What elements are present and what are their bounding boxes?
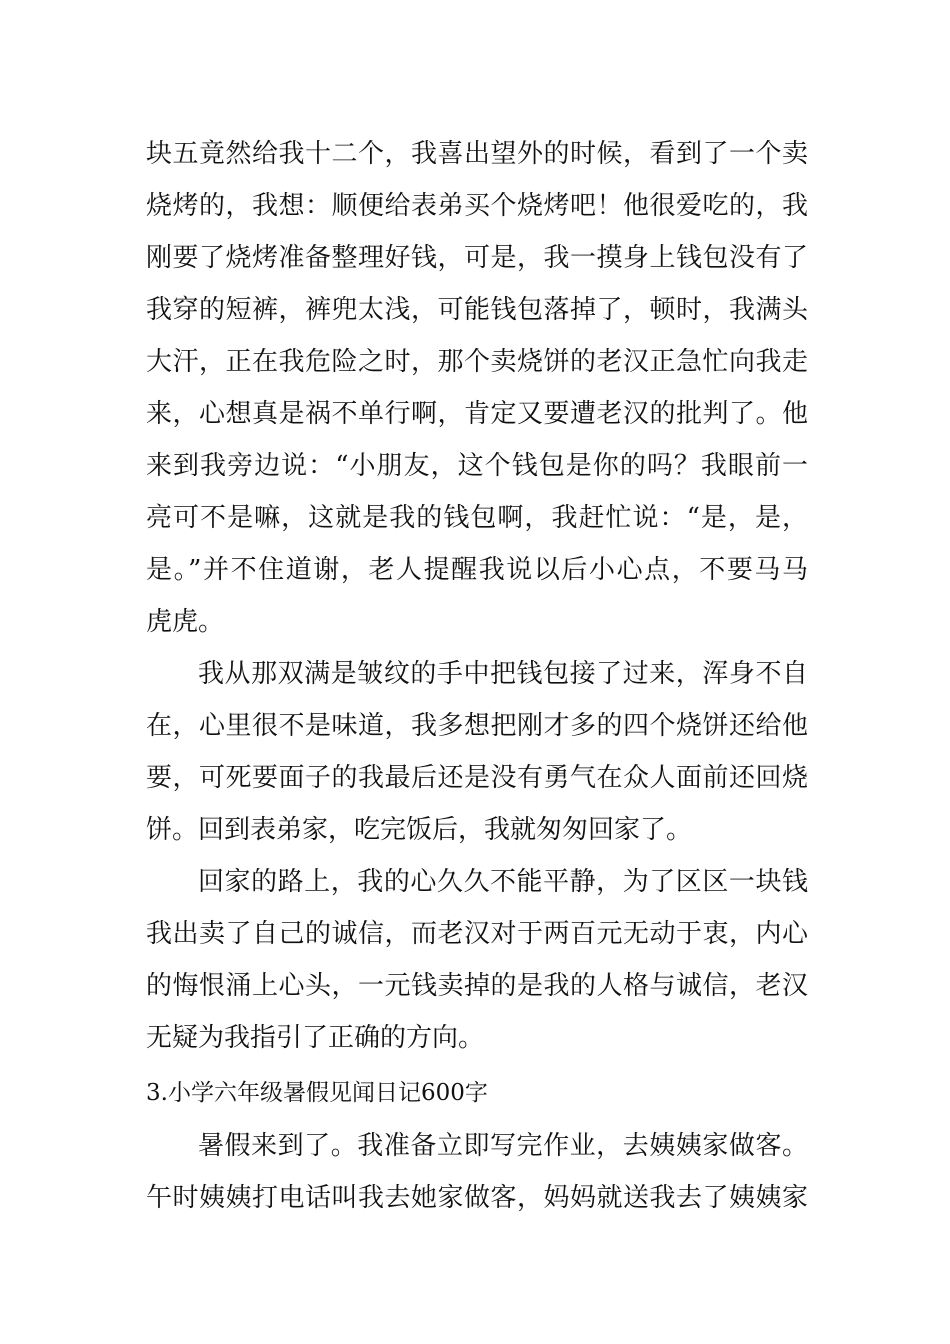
- text-line: 我出卖了自己的诚信，而老汉对于两百元无动于衷，内心: [146, 919, 808, 949]
- text-line: 刚要了烧烤准备整理好钱，可是，我一摸身上钱包没有了: [146, 243, 808, 273]
- section-heading: 3.小学六年级暑假见闻日记600字: [146, 1080, 488, 1106]
- text-line: 无疑为我指引了正确的方向。: [146, 1023, 485, 1053]
- text-line: 亮可不是嘛，这就是我的钱包啊，我赶忙说：“是，是，: [146, 503, 808, 533]
- text-line: 块五竟然给我十二个，我喜出望外的时候，看到了一个卖: [146, 139, 808, 169]
- text-line: 回家的路上，我的心久久不能平静，为了区区一块钱: [198, 867, 808, 897]
- text-line: 我从那双满是皱纹的手中把钱包接了过来，浑身不自: [198, 659, 808, 689]
- text-line: 在，心里很不是味道，我多想把刚才多的四个烧饼还给他: [146, 711, 808, 741]
- paragraph-story-wallet: [146, 128, 808, 1064]
- paragraph-summer-diary: [146, 1120, 808, 1224]
- text-line: 烧烤的，我想：顺便给表弟买个烧烤吧！他很爱吃的，我: [146, 191, 808, 221]
- text-line: 是。”并不住道谢，老人提醒我说以后小心点，不要马马: [146, 555, 808, 585]
- text-line: 虎虎。: [146, 607, 225, 637]
- text-line: 饼。回到表弟家，吃完饭后，我就匆匆回家了。: [146, 815, 693, 845]
- text-line: 大汗，正在我危险之时，那个卖烧饼的老汉正急忙向我走: [146, 347, 808, 377]
- text-line: 我穿的短裤，裤兜太浅，可能钱包落掉了，顿时，我满头: [146, 295, 808, 325]
- text-line: 来到我旁边说：“小朋友，这个钱包是你的吗？我眼前一: [146, 451, 808, 481]
- text-line: 暑假来到了。我准备立即写完作业，去姨姨家做客。: [198, 1131, 808, 1161]
- text-line: 午时姨姨打电话叫我去她家做客，妈妈就送我去了姨姨家: [146, 1183, 808, 1213]
- text-line: 来，心想真是祸不单行啊，肯定又要遭老汉的批判了。他: [146, 399, 808, 429]
- text-line: 要，可死要面子的我最后还是没有勇气在众人面前还回烧: [146, 763, 808, 793]
- text-line: 的悔恨涌上心头，一元钱卖掉的是我的人格与诚信，老汉: [146, 971, 808, 1001]
